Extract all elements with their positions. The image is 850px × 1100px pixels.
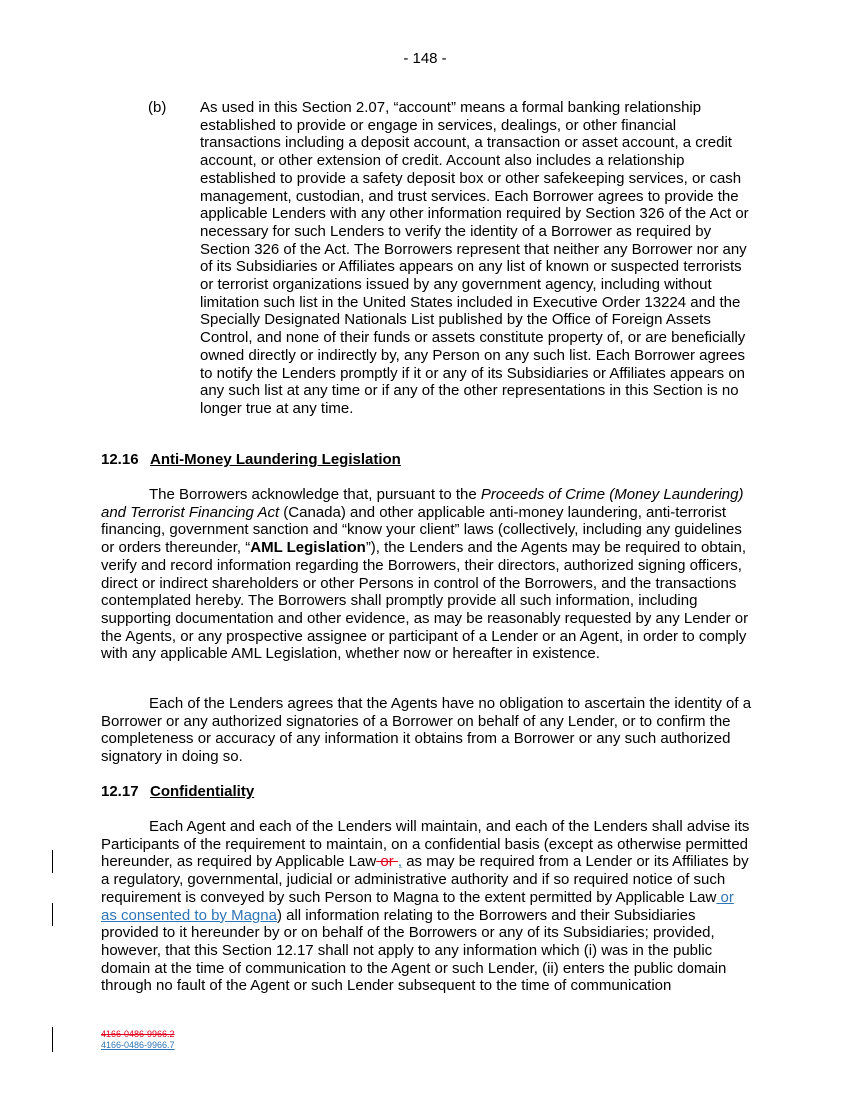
paragraph-text: as may be required from a Lender or its Affiliates by a regulatory, governmental, judicial or administrative authority and if so required notice of such requirement is conveyed by such Person to Magna to the extent permitted by Applicable Law bbox=[101, 853, 749, 906]
section-12-17-heading bbox=[101, 783, 254, 801]
revision-change-bar bbox=[52, 850, 53, 873]
defined-term: AML Legislation bbox=[250, 539, 366, 557]
document-id-footer bbox=[101, 1029, 175, 1051]
paragraph-text: ”), the Lenders and the Agents may be required to obtain, verify and record information regarding the Borrowers, their directors, authorized signing officers, direct or indirect shareholders or other Persons in control of the Borrowers, and the transactions contemplated hereby. The Borrowers shall promptly provide all such information, including supporting documentation and other evidence, as may be reasonably requested by any Lender or the Agents, or any prospective assignee or participant of a Lender or an Agent, in order to comply with any applicable AML Legislation, whether now or hereafter in existence. bbox=[101, 539, 749, 663]
subsection-b bbox=[148, 99, 758, 418]
statute-name: Proceeds of Crime (Money Laundering) and Terrorist Financing Act bbox=[101, 486, 744, 521]
section-number: 12.17 bbox=[101, 783, 139, 800]
old-document-id: 4166-0486-9966.2 bbox=[101, 1029, 175, 1039]
section-number: 12.16 bbox=[101, 451, 139, 468]
paragraph-text: The Borrowers acknowledge that, pursuant to the bbox=[149, 486, 481, 503]
inserted-text: , bbox=[397, 853, 403, 871]
section-title: Confidentiality bbox=[150, 783, 255, 800]
section-12-17-paragraph bbox=[101, 818, 753, 995]
section-title: Anti-Money Laundering Legislation bbox=[150, 451, 401, 468]
section-12-16-heading bbox=[101, 451, 401, 469]
revision-change-bar bbox=[52, 1027, 53, 1052]
section-12-16-paragraph-2 bbox=[101, 695, 753, 766]
subsection-label: (b) bbox=[148, 99, 167, 116]
inserted-text: or as consented to by Magna bbox=[101, 888, 734, 924]
section-12-16-paragraph-1 bbox=[101, 486, 753, 663]
deleted-text: or bbox=[376, 853, 398, 871]
paragraph-text: (Canada) and other applicable anti-money laundering, anti-terrorist financing, government sanction and “know your client” laws (collectively, including any guidelines or orders thereunder, “ bbox=[101, 503, 742, 557]
paragraph-text: ) all information relating to the Borrowers and their Subsidiaries provided to it hereunder by or on behalf of the Borrowers or any of its Subsidiaries; provided, however, that this Section 12.17 shall not apply to any information which (i) was in the public domain at the time of communication to the Agent or such Lender, (ii) enters the public domain through no fault of the Agent or such Lender subsequent to the time of communication bbox=[101, 906, 727, 995]
paragraph-text: Each Agent and each of the Lenders will maintain, and each of the Lenders shall advise its Participants of the requirement to maintain, on a confidential basis (except as otherwise permitted hereunder, as required by Applicable Law bbox=[101, 818, 750, 871]
revision-change-bar bbox=[52, 903, 53, 926]
paragraph-text: Each of the Lenders agrees that the Agents have no obligation to ascertain the identity of a Borrower or any authorized signatories of a Borrower on behalf of any Lender, or to confirm the completeness or accuracy of any information it obtains from a Borrower or any such authorized signatory in doing so. bbox=[101, 695, 752, 766]
page-number: - 148 - bbox=[403, 50, 447, 67]
new-document-id: 4166-0486-9966.7 bbox=[101, 1040, 175, 1050]
subsection-b-text: As used in this Section 2.07, “account” means a formal banking relationship established to provide or engage in services, dealings, or other financial transactions including a deposit account, a transaction or asset account, a credit account, or other extension of credit. Account also includes a relationship established to provide a safety deposit box or other safekeeping services, or cash management, custodian, and trust services. Each Borrower agrees to provide the applicable Lenders with any other information required by Section 326 of the Act or necessary for such Lenders to verify the identity of a Borrower as required by Section 326 of the Act. The Borrowers represent that neither any Borrower nor any of its Subsidiaries or Affiliates appears on any list of known or suspected terrorists or terrorist organizations issued by any government agency, including without limitation such list in the United States included in Executive Order 13224 and the Specially Designated Nationals List published by the Office of Foreign Assets Control, and none of their funds or assets constitute property of, or are beneficially owned directly or indirectly by, any Person on any such list. Each Borrower agrees to notify the Lenders promptly if it or any of its Subsidiaries or Affiliates appears on any such list at any time or if any of the other representations in this Section is no longer true at any time. bbox=[200, 99, 749, 417]
